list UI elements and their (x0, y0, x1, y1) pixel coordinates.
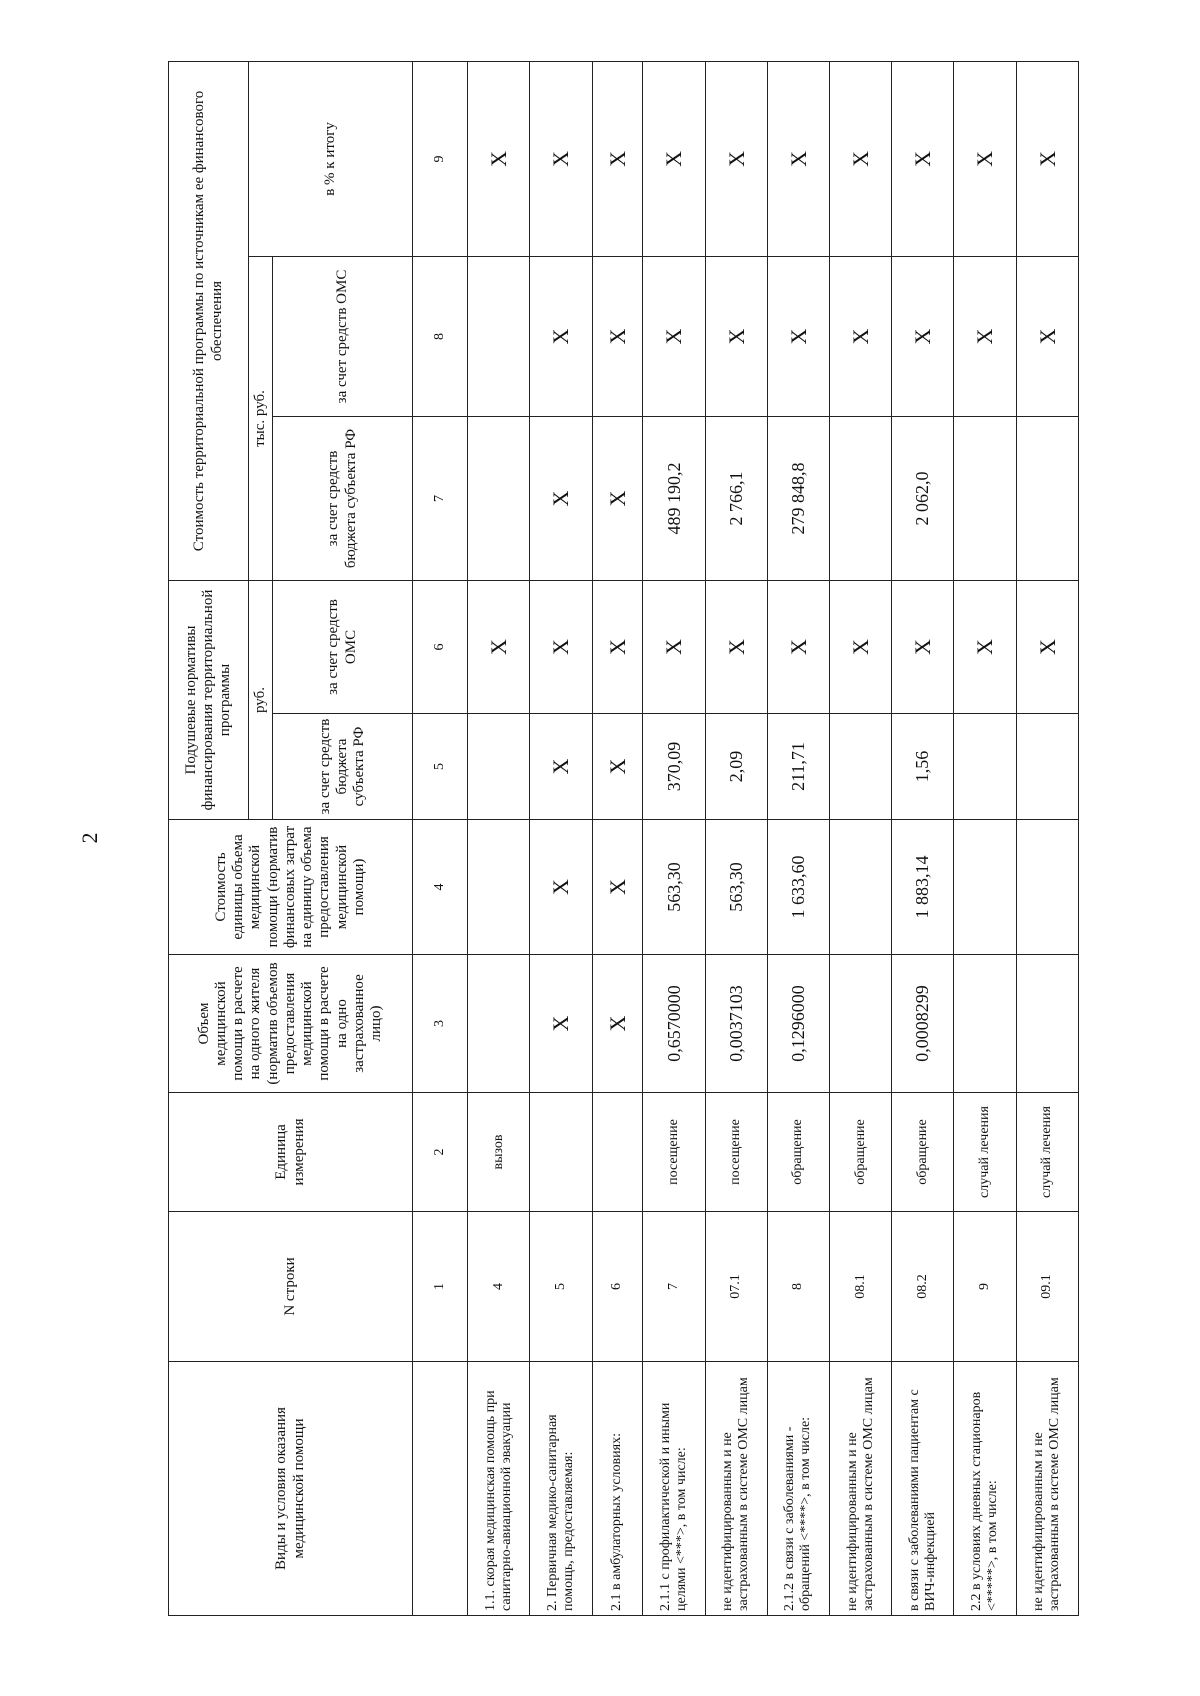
header-volume: Объем медицинской помощи в расчете на одного жителя (норматив объемов предоставления медицинской помощи в расчете на одно застрахованное лицо) (169, 955, 413, 1093)
row-cost-budget-cell: X (530, 416, 592, 580)
row-per-capita-oms-cell: X (1016, 580, 1078, 713)
row-per-capita-budget-cell: 211,71 (767, 714, 829, 820)
row-percent-cell: X (705, 61, 767, 256)
row-per-capita-oms-cell: X (954, 580, 1016, 713)
row-cost-oms-cell: X (954, 256, 1016, 416)
header-unit: Единица измерения (169, 1093, 413, 1212)
row-name-cell: 2.1 в амбулаторных условиях: (592, 1362, 643, 1616)
row-name-cell: 2.1.1 с профилактической и иными целями <***>, в том числе: (643, 1362, 705, 1616)
header-per-capita-unit: руб. (249, 580, 273, 819)
row-unit-cost-cell (830, 820, 892, 955)
row-cost-oms-cell: X (767, 256, 829, 416)
row-unit-cell: вызов (468, 1093, 530, 1212)
row-per-capita-budget-cell (1016, 714, 1078, 820)
table-row (530, 61, 592, 1615)
row-name-cell: 2. Первичная медико-санитарная помощь, предоставляемая: (530, 1362, 592, 1616)
financing-table (168, 61, 1079, 1616)
row-cost-oms-cell: X (830, 256, 892, 416)
row-unit-cost-cell: X (592, 820, 643, 955)
header-row-number: N строки (169, 1212, 413, 1362)
row-cost-budget-cell: 279 848,8 (767, 416, 829, 580)
row-per-capita-oms-cell: X (530, 580, 592, 713)
row-cost-oms-cell: X (705, 256, 767, 416)
row-volume-cell: 0,0037103 (705, 955, 767, 1093)
header-program-cost-unit: тыс. руб. (249, 256, 273, 580)
table-row (767, 61, 829, 1615)
row-percent-cell: X (1016, 61, 1078, 256)
row-per-capita-budget-cell: 2,09 (705, 714, 767, 820)
row-cost-oms-cell: X (1016, 256, 1078, 416)
column-index: 2 (413, 1093, 468, 1212)
row-code-cell: 7 (643, 1212, 705, 1362)
column-index: 3 (413, 955, 468, 1093)
column-index: 6 (413, 580, 468, 713)
row-unit-cell: посещение (643, 1093, 705, 1212)
column-index: 4 (413, 820, 468, 955)
row-per-capita-budget-cell: X (592, 714, 643, 820)
row-cost-budget-cell (830, 416, 892, 580)
row-unit-cost-cell: 1 883,14 (892, 820, 954, 955)
table-row (892, 61, 954, 1615)
table-row (705, 61, 767, 1615)
row-cost-budget-cell (468, 416, 530, 580)
table-row (830, 61, 892, 1615)
row-code-cell: 6 (592, 1212, 643, 1362)
row-name-cell: 1.1. скорая медицинская помощь при санитарно-авиационной эвакуации (468, 1362, 530, 1616)
row-per-capita-budget-cell (468, 714, 530, 820)
row-cost-budget-cell: X (592, 416, 643, 580)
row-volume-cell: 0,6570000 (643, 955, 705, 1093)
row-name-cell: в связи с заболеваниями пациентам с ВИЧ-инфекцией (892, 1362, 954, 1616)
row-per-capita-budget-cell: X (530, 714, 592, 820)
row-percent-cell: X (892, 61, 954, 256)
row-unit-cell: случай лечения (1016, 1093, 1078, 1212)
row-volume-cell (1016, 955, 1078, 1093)
row-unit-cell (530, 1093, 592, 1212)
row-unit-cost-cell: 563,30 (705, 820, 767, 955)
row-code-cell: 09.1 (1016, 1212, 1078, 1362)
row-unit-cost-cell (954, 820, 1016, 955)
header-program-cost-group: Стоимость территориальной программы по источникам ее финансового обеспечения (169, 61, 249, 580)
table-row (592, 61, 643, 1615)
row-volume-cell (954, 955, 1016, 1093)
header-per-capita-budget: за счет средств бюджета субъекта РФ (273, 714, 413, 820)
header-percent-total: в % к итогу (249, 61, 413, 256)
row-name-cell: не идентифицированным и не застрахованным в системе ОМС лицам (1016, 1362, 1078, 1616)
row-unit-cost-cell (468, 820, 530, 955)
row-per-capita-oms-cell: X (592, 580, 643, 713)
row-cost-budget-cell (1016, 416, 1078, 580)
row-percent-cell: X (767, 61, 829, 256)
row-unit-cost-cell (1016, 820, 1078, 955)
column-index: 7 (413, 416, 468, 580)
row-unit-cell: случай лечения (954, 1093, 1016, 1212)
row-cost-oms-cell: X (892, 256, 954, 416)
table-row (1016, 61, 1078, 1615)
column-index-row (413, 61, 468, 1615)
row-per-capita-oms-cell: X (892, 580, 954, 713)
row-volume-cell: 0,0008299 (892, 955, 954, 1093)
row-code-cell: 07.1 (705, 1212, 767, 1362)
row-cost-oms-cell: X (530, 256, 592, 416)
row-percent-cell: X (592, 61, 643, 256)
row-unit-cell: обращение (830, 1093, 892, 1212)
row-cost-budget-cell: 2 766,1 (705, 416, 767, 580)
row-code-cell: 08.2 (892, 1212, 954, 1362)
header-per-capita-oms: за счет средств ОМС (273, 580, 413, 713)
row-unit-cell: обращение (767, 1093, 829, 1212)
row-cost-budget-cell (954, 416, 1016, 580)
row-percent-cell: X (530, 61, 592, 256)
column-index: 9 (413, 61, 468, 256)
row-name-cell: 2.1.2 в связи с заболеваниями - обращений <****>, в том числе: (767, 1362, 829, 1616)
column-index: 8 (413, 256, 468, 416)
row-unit-cost-cell: 1 633,60 (767, 820, 829, 955)
row-cost-oms-cell (468, 256, 530, 416)
row-percent-cell: X (468, 61, 530, 256)
row-code-cell: 8 (767, 1212, 829, 1362)
row-per-capita-budget-cell (830, 714, 892, 820)
row-unit-cost-cell: X (530, 820, 592, 955)
row-name-cell: 2.2 в условиях дневных стационаров <*****>, в том числе: (954, 1362, 1016, 1616)
row-volume-cell (830, 955, 892, 1093)
page-number: 2 (77, 832, 102, 844)
row-percent-cell: X (954, 61, 1016, 256)
row-per-capita-oms-cell: X (767, 580, 829, 713)
row-per-capita-oms-cell: X (705, 580, 767, 713)
table-row (954, 61, 1016, 1615)
row-per-capita-budget-cell: 370,09 (643, 714, 705, 820)
row-percent-cell: X (830, 61, 892, 256)
row-code-cell: 5 (530, 1212, 592, 1362)
header-service-type: Виды и условия оказания медицинской помощи (169, 1362, 413, 1616)
row-cost-oms-cell: X (592, 256, 643, 416)
row-per-capita-oms-cell: X (468, 580, 530, 713)
row-code-cell: 08.1 (830, 1212, 892, 1362)
table-row (468, 61, 530, 1615)
row-volume-cell: 0,1296000 (767, 955, 829, 1093)
header-cost-budget: за счет средств бюджета субъекта РФ (273, 416, 413, 580)
row-cost-budget-cell: 2 062,0 (892, 416, 954, 580)
row-per-capita-oms-cell: X (830, 580, 892, 713)
table-row (643, 61, 705, 1615)
row-per-capita-oms-cell: X (643, 580, 705, 713)
row-unit-cell: посещение (705, 1093, 767, 1212)
column-index (413, 1362, 468, 1616)
row-cost-oms-cell: X (643, 256, 705, 416)
row-code-cell: 9 (954, 1212, 1016, 1362)
row-cost-budget-cell: 489 190,2 (643, 416, 705, 580)
row-unit-cell: обращение (892, 1093, 954, 1212)
row-per-capita-budget-cell: 1,56 (892, 714, 954, 820)
header-per-capita-group: Подушевые нормативы финансирования территориальной программы (169, 580, 249, 819)
row-volume-cell: X (530, 955, 592, 1093)
row-percent-cell: X (643, 61, 705, 256)
row-per-capita-budget-cell (954, 714, 1016, 820)
row-volume-cell: X (592, 955, 643, 1093)
column-index: 1 (413, 1212, 468, 1362)
row-code-cell: 4 (468, 1212, 530, 1362)
row-unit-cell (592, 1093, 643, 1212)
column-index: 5 (413, 714, 468, 820)
row-name-cell: не идентифицированным и не застрахованным в системе ОМС лицам (705, 1362, 767, 1616)
row-volume-cell (468, 955, 530, 1093)
rotated-table-container (168, 62, 1079, 1616)
header-cost-oms: за счет средств ОМС (273, 256, 413, 416)
header-unit-cost: Стоимость единицы объема медицинской помощи (норматив финансовых затрат на единицу объема предоставления медицинской помощи) (169, 820, 413, 955)
row-name-cell: не идентифицированным и не застрахованным в системе ОМС лицам (830, 1362, 892, 1616)
row-unit-cost-cell: 563,30 (643, 820, 705, 955)
